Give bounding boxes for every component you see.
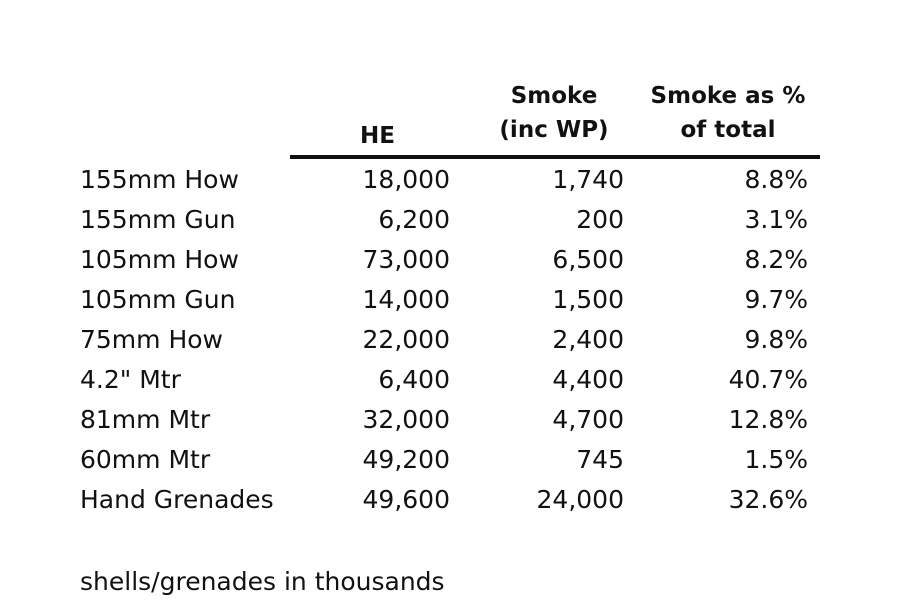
header-rule — [290, 155, 820, 159]
row-smoke-value: 4,400 — [552, 365, 624, 394]
table-row — [0, 240, 898, 280]
row-smoke-pct: 9.7% — [744, 285, 808, 314]
header-smoke-line-1: Smoke — [510, 83, 598, 109]
row-he-value: 73,000 — [362, 245, 450, 274]
row-he-value: 49,600 — [362, 485, 450, 514]
table-row — [0, 280, 898, 320]
row-he-value: 32,000 — [362, 405, 450, 434]
row-label: 105mm How — [80, 245, 239, 274]
table-row — [0, 360, 898, 400]
row-smoke-value: 745 — [576, 445, 624, 474]
row-smoke-value: 1,740 — [552, 165, 624, 194]
header-smoke-pct-line-1: Smoke as % — [650, 83, 806, 109]
row-smoke-value: 1,500 — [552, 285, 624, 314]
row-label: 4.2" Mtr — [80, 365, 181, 394]
row-label: 105mm Gun — [80, 285, 236, 314]
row-he-value: 22,000 — [362, 325, 450, 354]
table-row — [0, 400, 898, 440]
row-smoke-value: 6,500 — [552, 245, 624, 274]
row-smoke-value: 4,700 — [552, 405, 624, 434]
row-smoke-pct: 9.8% — [744, 325, 808, 354]
row-smoke-value: 2,400 — [552, 325, 624, 354]
footnote: shells/grenades in thousands — [80, 567, 445, 596]
row-label: 60mm Mtr — [80, 445, 211, 474]
row-smoke-pct: 8.8% — [744, 165, 808, 194]
row-he-value: 18,000 — [362, 165, 450, 194]
row-smoke-pct: 12.8% — [728, 405, 808, 434]
header-he-label: HE — [360, 123, 395, 149]
table-row — [0, 440, 898, 480]
row-smoke-pct: 3.1% — [744, 205, 808, 234]
table-row — [0, 320, 898, 360]
row-he-value: 14,000 — [362, 285, 450, 314]
row-he-value: 6,200 — [378, 205, 450, 234]
header-smoke-pct — [630, 79, 826, 147]
row-smoke-value: 24,000 — [536, 485, 624, 514]
row-smoke-value: 200 — [576, 205, 624, 234]
table-row — [0, 480, 898, 520]
row-label: 155mm How — [80, 165, 239, 194]
header-smoke-line-2: (inc WP) — [499, 117, 609, 143]
row-smoke-pct: 1.5% — [744, 445, 808, 474]
munitions-table — [0, 160, 898, 520]
header-smoke — [480, 79, 628, 147]
row-label: 155mm Gun — [80, 205, 236, 234]
row-label: Hand Grenades — [80, 485, 274, 514]
table-row — [0, 200, 898, 240]
row-he-value: 49,200 — [362, 445, 450, 474]
row-smoke-pct: 40.7% — [728, 365, 808, 394]
row-smoke-pct: 8.2% — [744, 245, 808, 274]
row-label: 75mm How — [80, 325, 224, 354]
row-label: 81mm Mtr — [80, 405, 211, 434]
header-smoke-pct-line-2: of total — [680, 117, 776, 143]
table-row — [0, 160, 898, 200]
row-he-value: 6,400 — [378, 365, 450, 394]
header-he — [360, 119, 400, 153]
row-smoke-pct: 32.6% — [728, 485, 808, 514]
